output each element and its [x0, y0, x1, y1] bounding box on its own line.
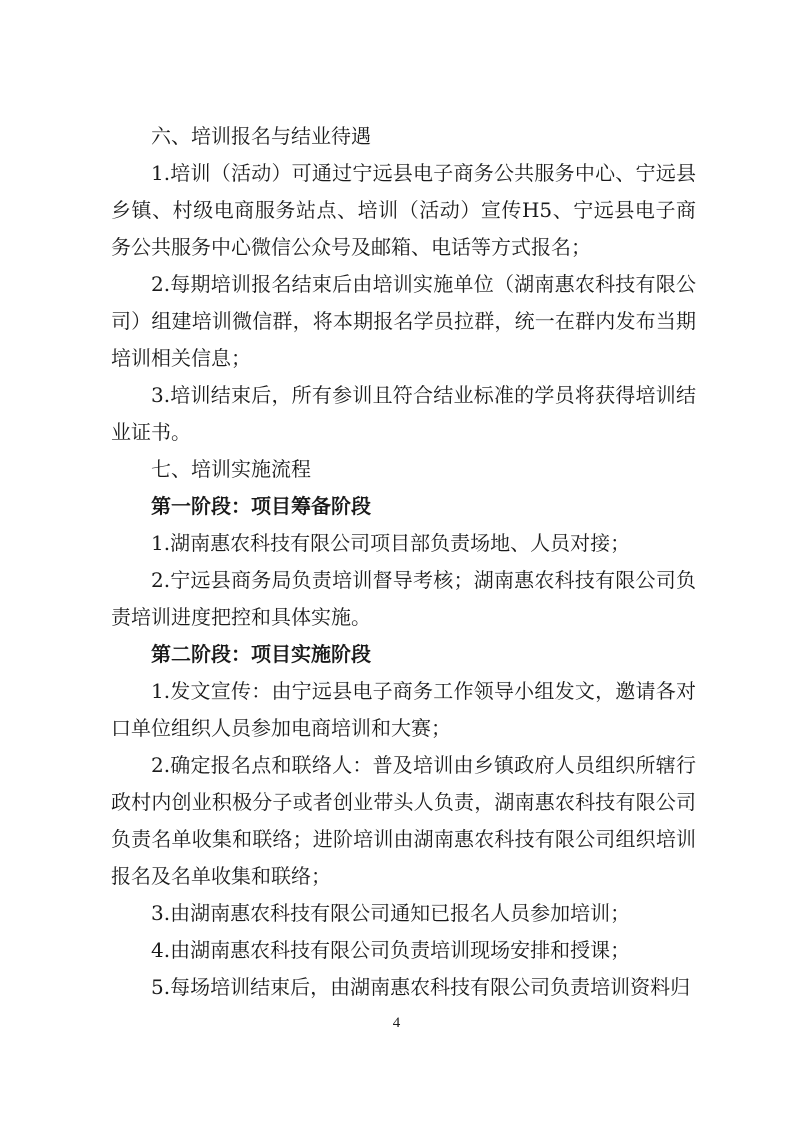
paragraph: 3.培训结束后，所有参训且符合结业标准的学员将获得培训结业证书。 — [111, 383, 696, 444]
page-number: 4 — [392, 1015, 401, 1031]
paragraph: 2.宁远县商务局负责培训督导考核；湖南惠农科技有限公司负责培训进度把控和具体实施。 — [111, 568, 696, 629]
stage-title-2: 第二阶段：项目实施阶段 — [151, 642, 371, 666]
body-text — [111, 118, 696, 1006]
section-heading-7: 七、培训实施流程 — [151, 457, 311, 481]
stage-title-1: 第一阶段：项目筹备阶段 — [151, 494, 371, 518]
paragraph: 5.每场培训结束后，由湖南惠农科技有限公司负责培训资料归 — [151, 975, 691, 999]
paragraph: 2.确定报名点和联络人：普及培训由乡镇政府人员组织所辖行政村内创业积极分子或者创业带头人负责，湖南惠农科技有限公司负责名单收集和联络；进阶培训由湖南惠农科技有限公司组织培训报名及名单收集和联络； — [111, 753, 696, 888]
paragraph: 4.由湖南惠农科技有限公司负责培训现场安排和授课； — [151, 938, 631, 962]
paragraph: 1.发文宣传：由宁远县电子商务工作领导小组发文，邀请各对口单位组织人员参加电商培训和大赛； — [111, 679, 696, 740]
section-heading-6: 六、培训报名与结业待遇 — [151, 124, 371, 148]
paragraph: 1.培训（活动）可通过宁远县电子商务公共服务中心、宁远县乡镇、村级电商服务站点、培训（活动）宣传H5、宁远县电子商务公共服务中心微信公众号及邮箱、电话等方式报名； — [111, 161, 696, 259]
paragraph: 2.每期培训报名结束后由培训实施单位（湖南惠农科技有限公司）组建培训微信群，将本期报名学员拉群，统一在群内发布当期培训相关信息； — [111, 272, 696, 370]
paragraph: 3.由湖南惠农科技有限公司通知已报名人员参加培训； — [151, 901, 631, 925]
paragraph: 1.湖南惠农科技有限公司项目部负责场地、人员对接； — [151, 531, 631, 555]
